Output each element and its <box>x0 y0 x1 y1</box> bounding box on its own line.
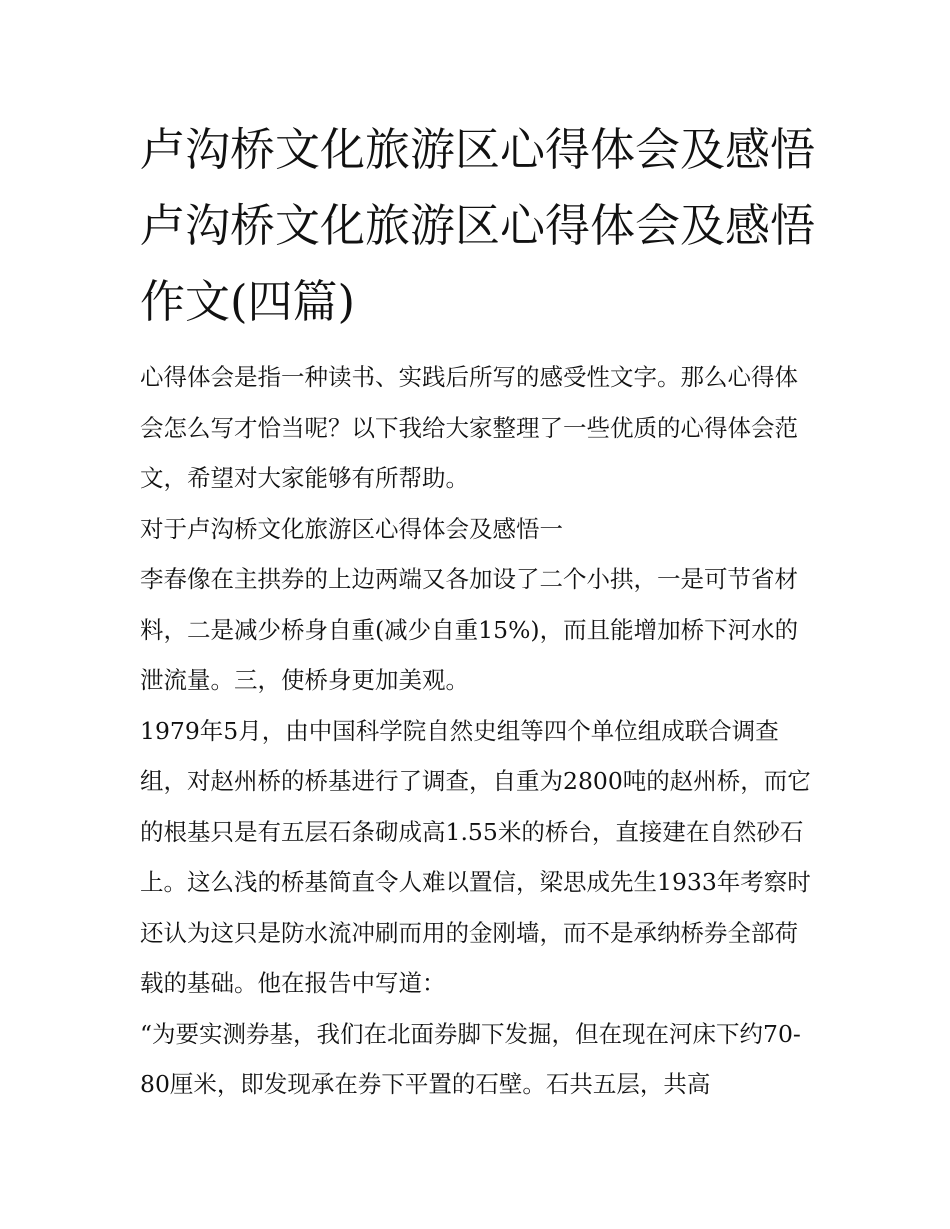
document-body <box>140 112 815 1110</box>
document-title: 卢沟桥文化旅游区心得体会及感悟 卢沟桥文化旅游区心得体会及感悟作文(四篇) <box>140 123 816 328</box>
section-heading: 对于卢沟桥文化旅游区心得体会及感悟一 <box>140 514 563 543</box>
body-paragraph: 李春像在主拱券的上边两端又各加设了二个小拱，一是可节省材料，二是减少桥身自重(减少自重15%)，而且能增加桥下河水的泄流量。三，使桥身更加美观。 <box>140 565 799 694</box>
body-paragraph: “为要实测券基，我们在北面券脚下发掘，但在现在河床下约70-80厘米，即发现承在券下平置的石壁。石共五层，共高 <box>140 1019 801 1098</box>
body-paragraph: 1979年5月，由中国科学院自然史组等四个单位组成联合调查组，对赵州桥的桥基进行了调查，自重为2800吨的赵州桥，而它的根基只是有五层石条砌成高1.55米的桥台，直接建在自然砂石上。这么浅的桥基简直令人难以置信，梁思成先生1933年考察时还认为这只是防水流冲刷而用的金刚墙，而不是承纳桥券全部荷载的基础。他在报告中写道： <box>140 716 811 997</box>
intro-paragraph: 心得体会是指一种读书、实践后所写的感受性文字。那么心得体会怎么写才恰当呢？以下我给大家整理了一些优质的心得体会范文，希望对大家能够有所帮助。 <box>140 363 798 492</box>
